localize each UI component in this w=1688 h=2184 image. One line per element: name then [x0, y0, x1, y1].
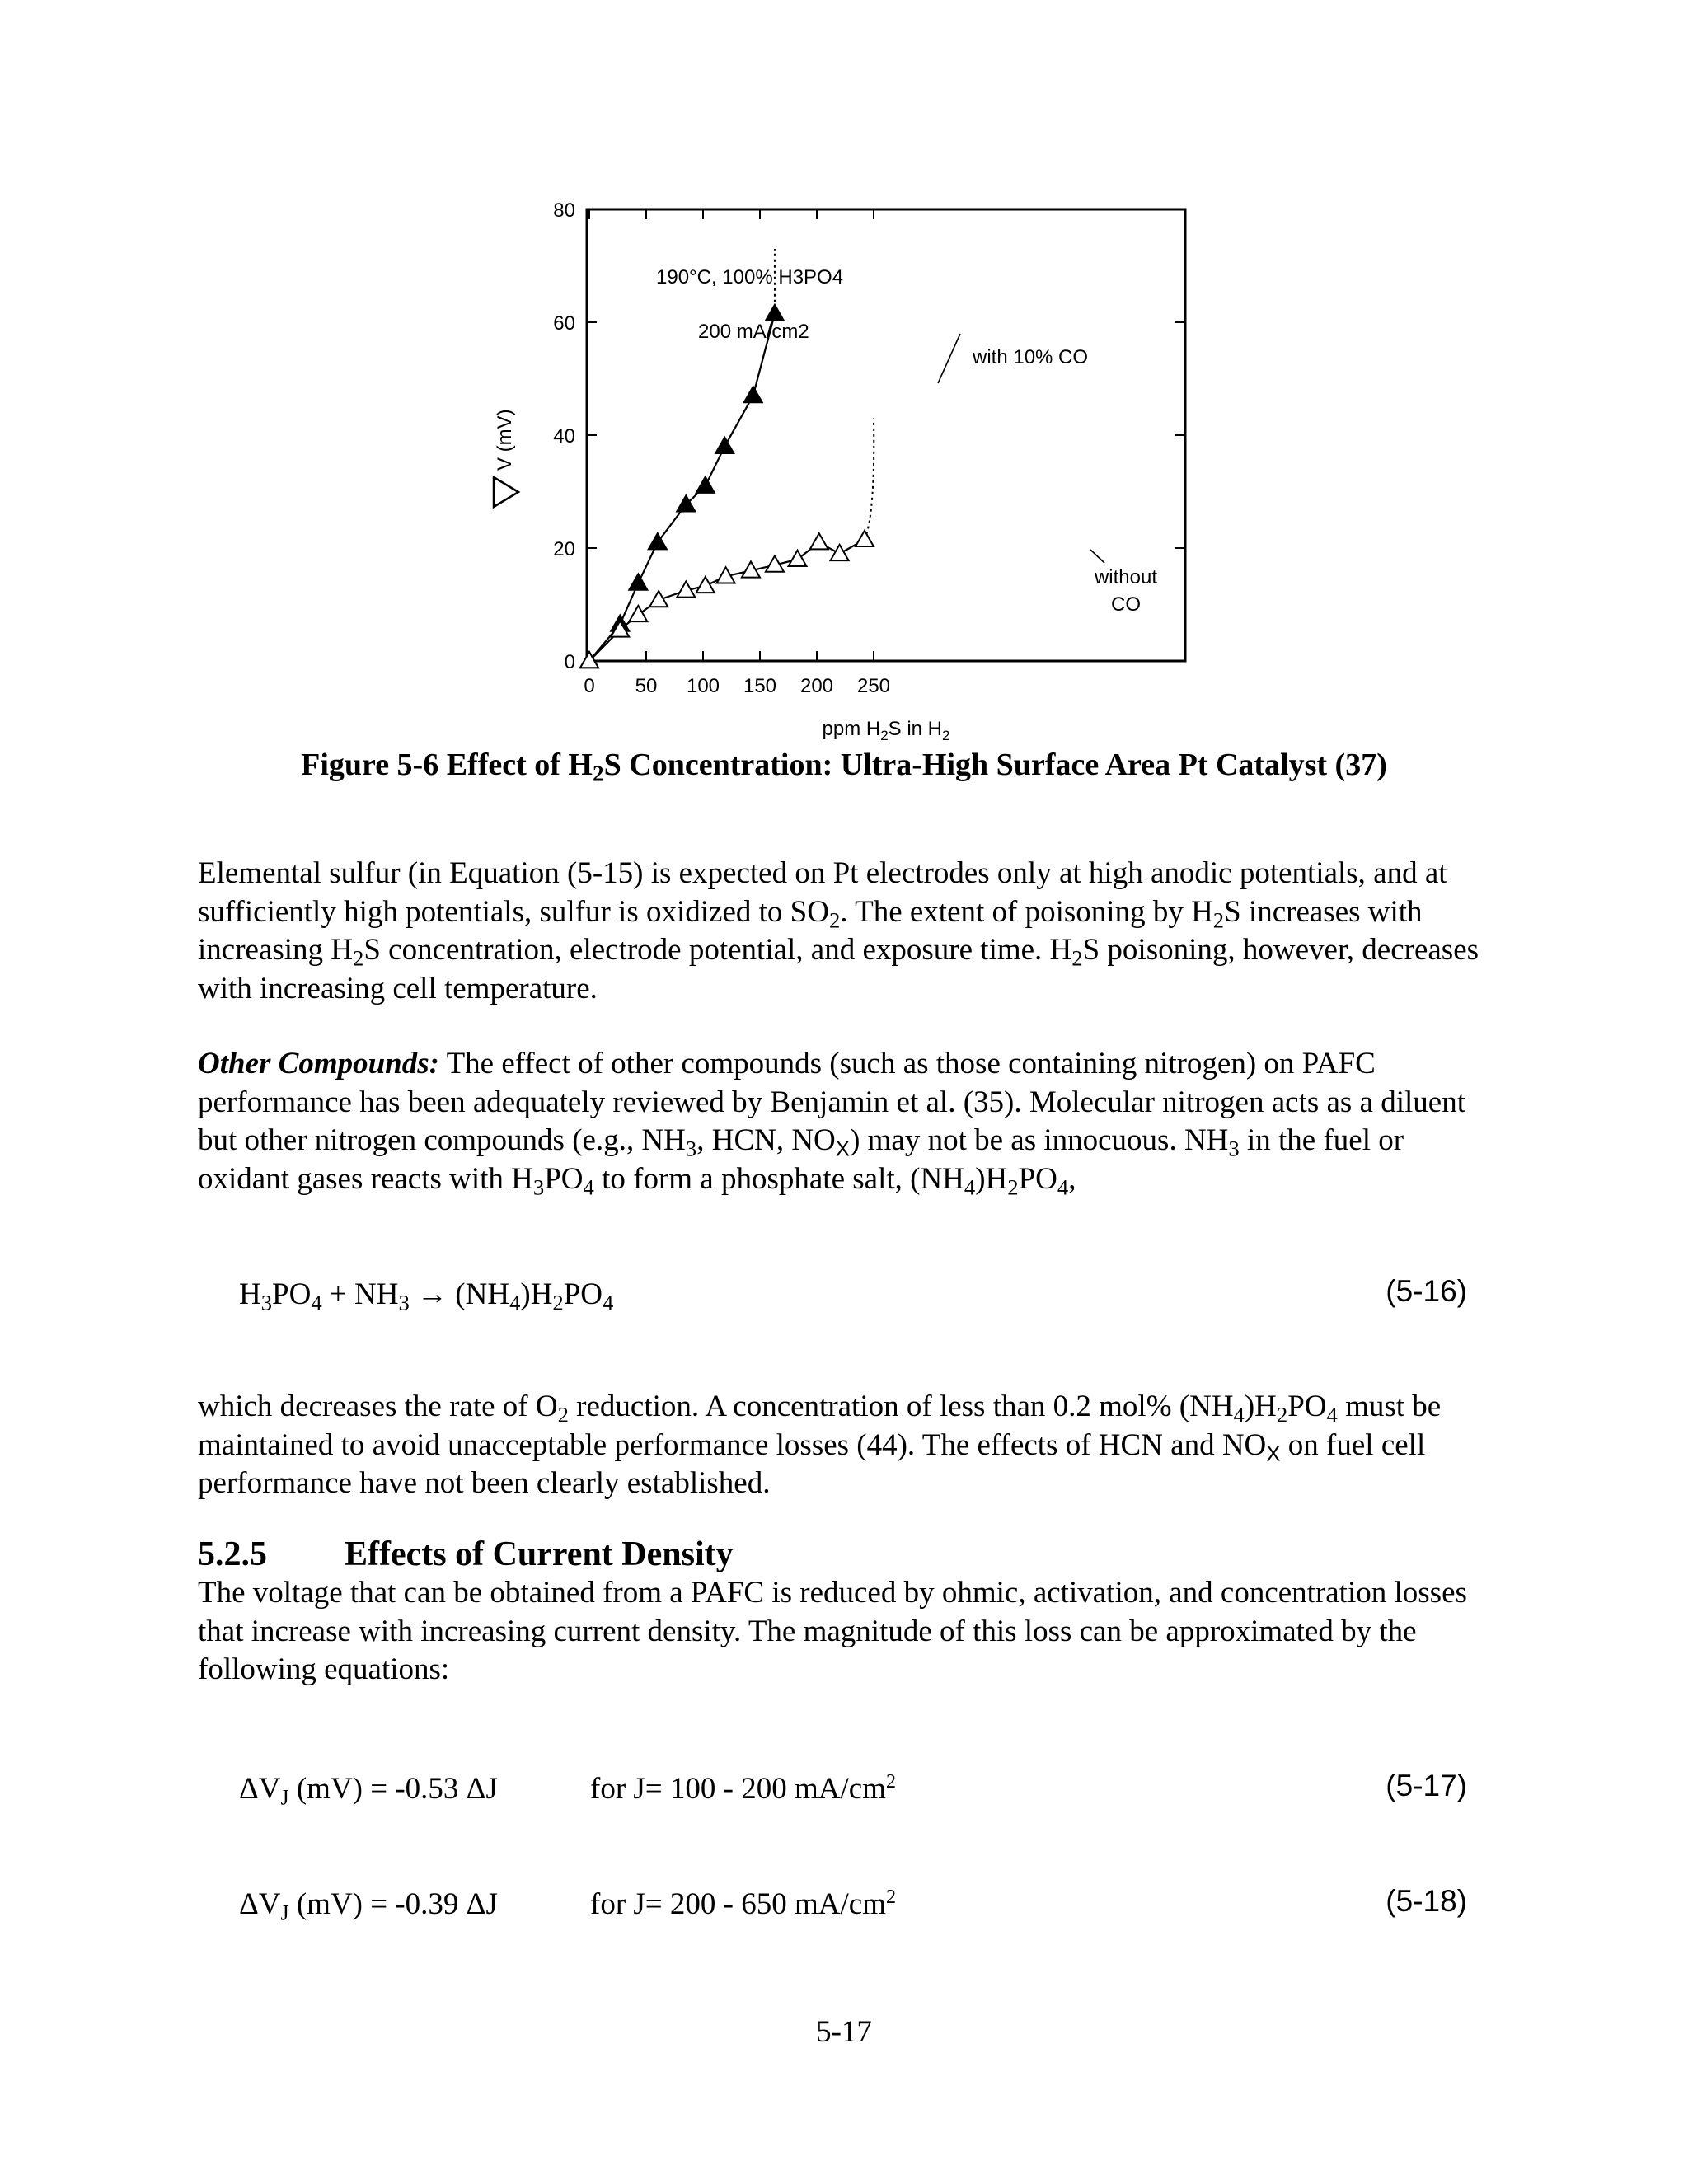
- data-point-without-co: [831, 545, 849, 560]
- data-point-with-co: [696, 477, 715, 493]
- series-label-without-co: without CO: [1094, 566, 1158, 616]
- series-label-leader-without-co: [1090, 550, 1104, 563]
- data-point-without-co: [810, 533, 828, 549]
- equation-number-5-18: (5-18): [1386, 1884, 1467, 1918]
- equation-5-17-condition: for J= 100 - 200 $mA/cm^2$: [590, 1770, 896, 1806]
- y-axis-label: [494, 409, 518, 507]
- x-tick-label: 150: [743, 675, 777, 697]
- y-tick-label: 80: [553, 199, 575, 222]
- x-tick-label: 50: [635, 675, 658, 697]
- y-tick-label: 40: [553, 425, 575, 448]
- x-tick-label: 100: [686, 675, 720, 697]
- paragraph-other-compounds: Other Compounds: The effect of other compounds (such as those containing nitrogen) on PAFC performance has been adequately reviewed by Benjamin et al. (35). Molecular nitrogen acts as a diluent but other nitrogen compounds (e.g., $NH_3$, HCN, $NO_X$) may not be as innocuous. $NH_3$ in the fuel or oxidant gases reacts with $H_3PO_4$ to form a phosphate salt, $(NH_4)H_2PO_4$,: [198, 1047, 1465, 1199]
- series-label-leader-with-co: [938, 334, 960, 383]
- h2s-concentration-chart: [0, 0, 1688, 742]
- paragraph-o2-reduction: which decreases the rate of $O_2$ reduction. A concentration of less than 0.2 mol% $(NH_4)H_2PO_4$ must be maintained to avoid unacceptable performance losses (44). The effects of HCN and $NO_X$ on fuel cell performance have not been clearly established.: [198, 1390, 1442, 1500]
- section-title: Effects of Current Density: [345, 1535, 734, 1573]
- series-label-with-co: with 10% CO: [973, 346, 1089, 368]
- data-point-without-co: [856, 531, 874, 546]
- series-lines: [589, 314, 865, 661]
- equation-number-5-17: (5-17): [1386, 1769, 1467, 1802]
- equation-5-18-condition: for J= 200 - 650 $mA/cm^2$: [590, 1886, 896, 1921]
- page-number: 5-17: [816, 2015, 872, 2049]
- data-point-with-co: [649, 533, 667, 549]
- figure-caption: Figure 5-6 Effect of $H_2S$ Concentration: Ultra-High Surface Area Pt Catalyst (37): [301, 748, 1387, 786]
- svg-text:V (mV): V (mV): [494, 409, 516, 471]
- equation-5-18: $\Delta V_J$ (mV) = -0.39 ΔJ: [239, 1887, 498, 1925]
- y-tick-label: 20: [553, 538, 575, 560]
- section-number: 5.2.5: [198, 1535, 267, 1573]
- data-point-without-co: [629, 606, 647, 621]
- extension-without-co: [865, 418, 874, 539]
- equation-5-16: $H_3PO_4 + NH_3 \to (NH_4)H_2PO_4$: [239, 1277, 614, 1315]
- y-tick-label: 0: [564, 651, 575, 673]
- condition-annotation-temp: 190°C, 100% H3PO4: [656, 266, 844, 288]
- data-point-with-co: [744, 387, 762, 402]
- x-tick-label: 250: [856, 675, 891, 697]
- equation-5-17: $\Delta V_J$ (mV) = -0.53 ΔJ: [239, 1772, 498, 1810]
- data-point-with-co: [715, 438, 734, 453]
- x-tick-label: 200: [799, 675, 834, 697]
- equation-number-5-16: (5-16): [1386, 1274, 1467, 1308]
- x-tick-label: 0: [584, 675, 595, 697]
- delta-symbol-icon: [494, 477, 518, 507]
- data-point-with-co: [766, 305, 784, 321]
- data-point-without-co: [696, 577, 715, 593]
- section-heading: [198, 1533, 734, 1576]
- y-axis-ticks: [553, 199, 1185, 673]
- paragraph-current-density: The voltage that can be obtained from a PAFC is reduced by ohmic, activation, and concentration losses that increase with increasing current density. The magnitude of this loss can be approximated by the following equations:: [198, 1576, 1467, 1686]
- y-tick-label: 60: [553, 312, 575, 335]
- data-point-without-co: [649, 591, 668, 607]
- data-point-with-co: [629, 574, 647, 589]
- paragraph-sulfur-poisoning: Elemental sulfur (in Equation (5-15) is expected on Pt electrodes only at high anodic potentials, and at sufficiently high potentials, sulfur is oxidized to $SO_2$. The extent of poisoning by $H_2S$ increases with increasing $H_2S$ concentration, electrode potential, and exposure time. $H_2S$ poisoning, however, decreases with increasing cell temperature.: [198, 856, 1479, 1005]
- condition-annotation-current: 200 mA/cm2: [698, 321, 809, 343]
- dotted-extensions: [775, 249, 874, 540]
- x-axis-label: ppm $H_2S$ in $H_2$: [822, 718, 950, 742]
- data-point-without-co: [789, 551, 807, 566]
- series-line-with-co: [589, 314, 775, 661]
- paragraph-lead-in: Other Compounds:: [198, 1047, 439, 1080]
